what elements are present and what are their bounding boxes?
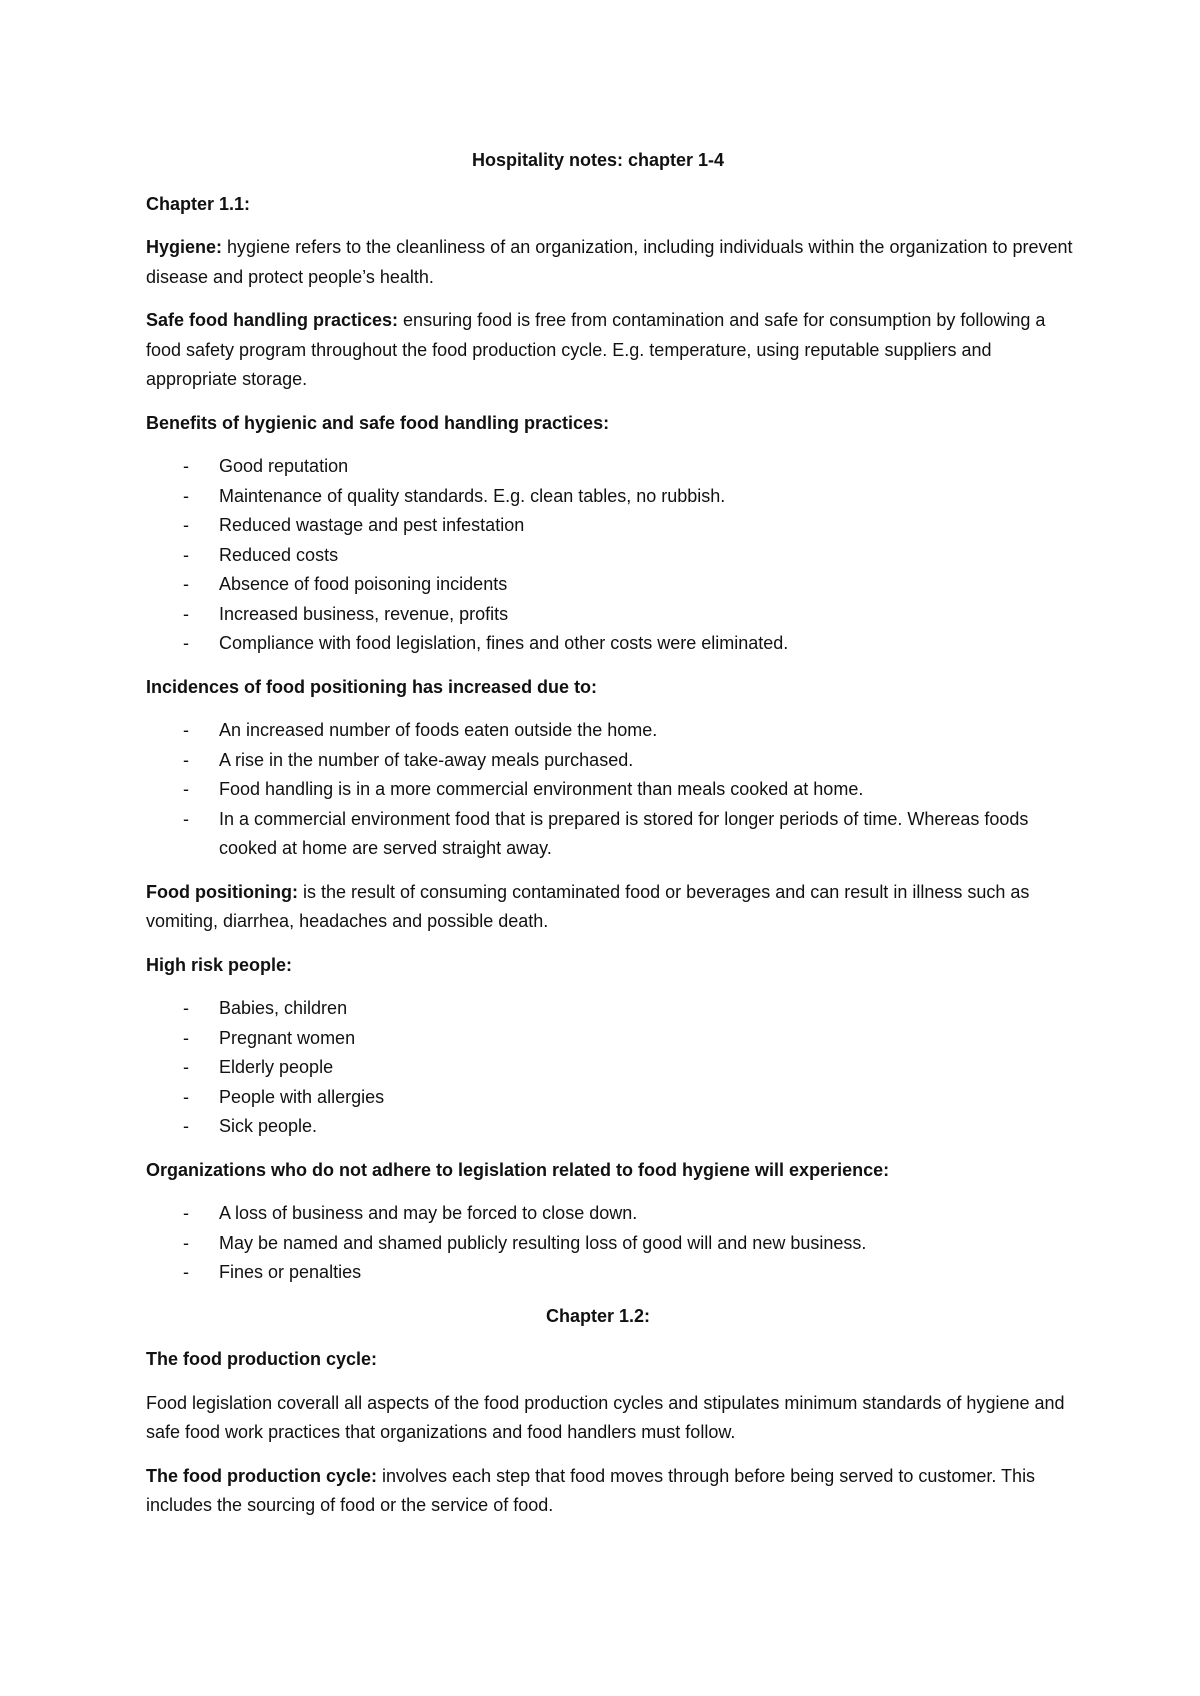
food-legislation-paragraph: Food legislation coverall all aspects of the food production cycles and stipulates minimum standards of hygiene and safe food work practices that organizations and food handlers must follow. [146,1392,1065,1442]
food-positioning-term: Food positioning: [146,881,298,902]
incidences-heading: Incidences of food positioning has increased due to: [146,676,598,697]
organizations-heading: Organizations who do not adhere to legislation related to food hygiene will experience: [146,1159,890,1180]
food-production-cycle-definition [146,1462,1080,1521]
food-production-cycle-term: The food production cycle: [146,1465,378,1486]
safe-food-definition [146,306,1080,395]
food-positioning-definition [146,878,1080,937]
list-item: - Pregnant women [219,1024,1080,1054]
list-item: - Babies, children [219,994,1080,1024]
document-title: Hospitality notes: chapter 1-4 [471,150,725,170]
hygiene-definition [146,233,1080,292]
chapter-1-1-heading: Chapter 1.1: [146,193,251,214]
food-production-cycle-heading: The food production cycle: [146,1349,378,1369]
organizations-list [146,1199,1080,1288]
hygiene-term: Hygiene: [146,237,223,257]
list-item: - Sick people. [219,1112,1080,1142]
list-item: - A rise in the number of take-away meals purchased. [219,746,1080,776]
safe-food-term: Safe food handling practices: [146,310,399,330]
high-risk-heading: High risk people: [146,954,293,975]
list-item: - People with allergies [219,1083,1080,1113]
benefits-list [146,452,1080,659]
food-positioning-text: is the result of consuming contaminated food or beverages and can result in illness such as vomiting, diarrhea, headaches and possible death. [146,881,1030,931]
benefits-heading: Benefits of hygienic and safe food handling practices: [146,412,610,433]
list-item: - Increased business, revenue, profits [219,600,1080,630]
chapter-1-2-heading: Chapter 1.2: [545,1305,651,1326]
list-item: - Good reputation [219,452,1080,482]
list-item: - An increased number of foods eaten outside the home. [219,716,1080,746]
safe-food-text: ensuring food is free from contamination and safe for consumption by following a food safety program throughout the food production cycle. E.g. temperature, using reputable suppliers and appropriate storage. [146,310,1046,389]
list-item: - May be named and shamed publicly resulting loss of good will and new business. [219,1229,1080,1259]
food-production-cycle-text: involves each step that food moves through before being served to customer. This includes the sourcing of food or the service of food. [146,1465,1036,1515]
list-item: - Absence of food poisoning incidents [219,570,1080,600]
hygiene-text: hygiene refers to the cleanliness of an organization, including individuals within the organization to prevent disease and protect people’s health. [146,237,1073,287]
list-item: - Elderly people [219,1053,1080,1083]
list-item: - Reduced wastage and pest infestation [219,511,1080,541]
list-item: - Maintenance of quality standards. E.g. clean tables, no rubbish. [219,482,1080,512]
list-item: - In a commercial environment food that is prepared is stored for longer periods of time. Whereas foods cooked at home are served straight away. [219,805,1080,864]
list-item: - Compliance with food legislation, fines and other costs were eliminated. [219,629,1080,659]
list-item: - Food handling is in a more commercial environment than meals cooked at home. [219,775,1080,805]
list-item: - Reduced costs [219,541,1080,571]
list-item: - A loss of business and may be forced to close down. [219,1199,1080,1229]
high-risk-list [146,994,1080,1142]
list-item: - Fines or penalties [219,1258,1080,1288]
incidences-list [146,716,1080,864]
